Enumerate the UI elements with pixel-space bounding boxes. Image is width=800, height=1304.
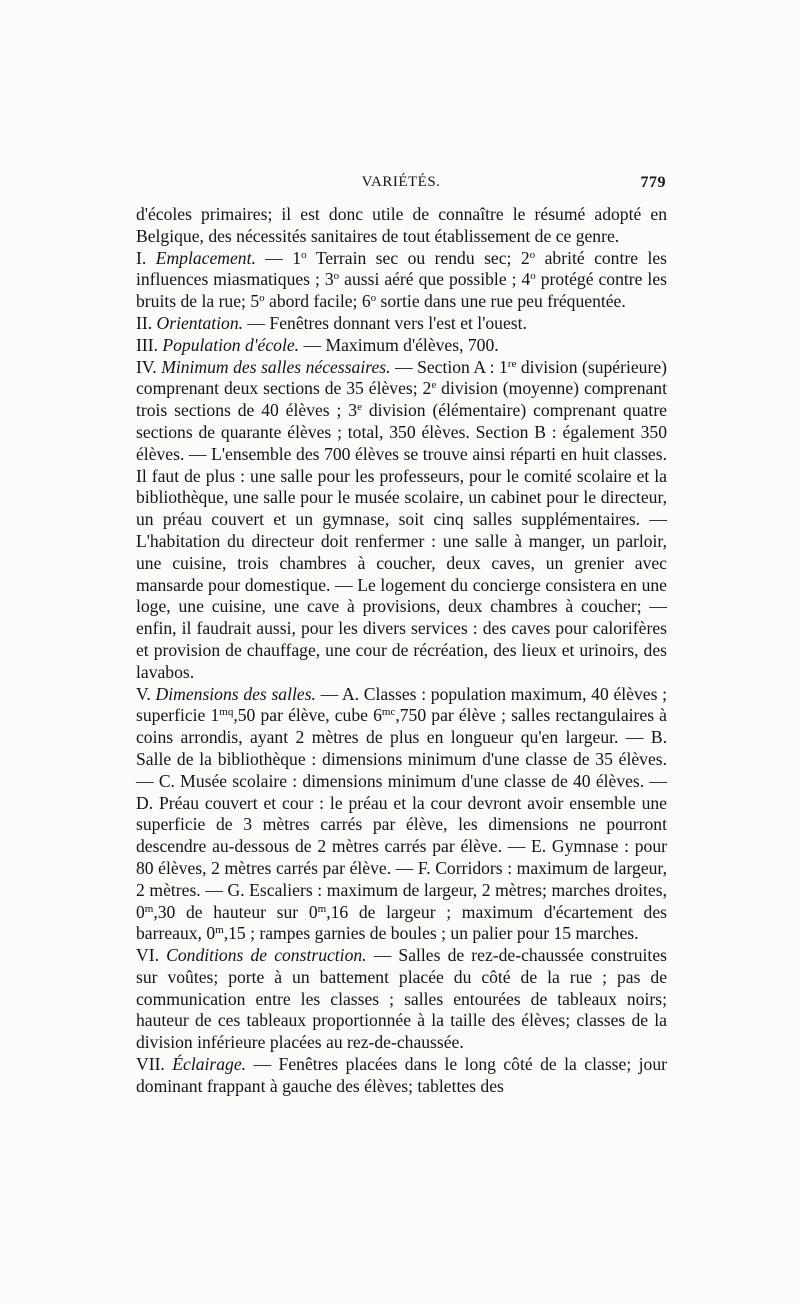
section-text: division (supérieure) comprenant deux sections de 35 élèves; 2 <box>136 356 667 399</box>
section-text: abord facile; 6 <box>264 291 371 312</box>
section-heading: Population d'école. <box>162 334 300 355</box>
section-text: ,15 ; rampes garnies de boules ; un palier pour 15 marches. <box>223 923 639 944</box>
section-number: V. <box>136 683 151 704</box>
section-text: division (élémentaire) comprenant quatre sections de quarante élèves ; total, 350 élèves. Section B : également 350 élèves. — L'ensemble des 700 élèves se trouve ainsi réparti en huit classes. Il faut de plus : une salle pour les professeurs, pour le comité scolaire et la bibliothèque, une salle pour le musée scolaire, un cabinet pour le directeur, un préau couvert et un gymnase, soit cinq salles supplémentaires. — L'habitation du directeur doit renfermer : une salle à manger, un parloir, une cuisine, trois chambres à coucher, deux caves, un grenier avec mansarde pour domestique. — Le logement du concierge consistera en une loge, une cuisine, une cave à provisions, deux chambres à coucher; — enfin, il faudrait aussi, pour les divers services : des caves pour calorifères et provision de chauffage, une cour de récréation, des lieux et urinoirs, des lavabos. <box>136 400 667 682</box>
running-title: VARIÉTÉS. <box>361 174 441 190</box>
unit-mark: mc <box>381 706 396 719</box>
section-text: — Section A : 1 <box>390 356 508 377</box>
section-text: ,750 par élève ; salles rectangulaires à coins arrondis, ayant 2 mètres de plus en longueur qu'en largeur. — B. Salle de la bibliothèque : dimensions minimum d'une classe de 35 élèves. — C. Musée scolaire : dimensions minimum d'une classe de 40 élèves. — D. Préau couvert et cour : le préau et la cour devront avoir ensemble une superficie de 3 mètres carrés par élève, les dimensions ne pourront descendre au-dessous de 2 mètres carrés par élève. — E. Gymnase : pour 80 élèves, 2 mètres carrés par élève. — F. Corridors : maximum de largeur, 2 mètres. — G. Escaliers : maximum de largeur, 2 mètres; marches droites, 0 <box>136 705 667 922</box>
section-text: protégé contre les bruits de la rue; 5 <box>136 269 667 312</box>
unit-mark: m <box>144 902 154 915</box>
section-text: — Salles de rez-de-chaussée construites sur voûtes; porte à un battement placée du côté de la rue ; pas de communication entre les classes ; salles entourées de tableaux noirs; hauteur de ces tableaux proportionnée à la taille des élèves; classes de la division inférieure placées au rez-de-chaussée. <box>136 945 667 1053</box>
section-text: — Maximum d'élèves, 700. <box>299 334 499 355</box>
intro-paragraph: d'écoles primaires; il est donc utile de connaître le résumé adopté en Belgique, des nécessités sanitaires de tout établissement de ce genre. <box>136 204 667 246</box>
section-number: III. <box>136 334 158 355</box>
section-text: — A. Classes : population maximum, 40 élèves ; superficie 1 <box>136 683 667 726</box>
ordinal-mark: e <box>357 401 362 414</box>
ordinal-mark: re <box>507 357 517 370</box>
section-text: sortie dans une rue peu fréquentée. <box>376 291 626 312</box>
section-text: ,50 par élève, cube 6 <box>233 705 382 726</box>
section-heading: Orientation. <box>156 312 244 333</box>
section-orientation <box>136 313 667 335</box>
section-eclairage <box>136 1054 667 1098</box>
section-heading: Minimum des salles nécessaires. <box>161 356 391 377</box>
section-number: VI. <box>136 945 159 966</box>
section-heading: Conditions de construction. <box>166 945 367 966</box>
ordinal-mark: o <box>530 270 536 283</box>
ordinal-mark: o <box>529 248 536 261</box>
section-heading: Dimensions des salles. <box>155 683 316 704</box>
section-text: — Fenêtres donnant vers l'est et l'ouest. <box>243 312 527 333</box>
ordinal-mark: o <box>301 248 307 261</box>
section-number: II. <box>136 312 153 333</box>
unit-mark: m <box>317 902 327 915</box>
section-population <box>136 335 667 357</box>
section-number: I. <box>136 247 147 268</box>
ordinal-mark: e <box>431 379 437 392</box>
page-number: 779 <box>640 174 666 191</box>
section-dimensions <box>136 684 667 946</box>
ordinal-mark: o <box>259 292 265 305</box>
section-emplacement <box>136 248 667 313</box>
section-text: division (moyenne) comprenant trois sections de 40 élèves ; 3 <box>136 378 667 421</box>
section-number: IV. <box>136 356 157 377</box>
unit-mark: mq <box>219 706 234 719</box>
section-text: — 1 <box>255 247 302 268</box>
body-text <box>136 204 667 1098</box>
section-text: ,30 de hauteur sur 0 <box>153 901 318 922</box>
ordinal-mark: o <box>370 292 377 305</box>
section-number: VII. <box>136 1054 165 1075</box>
section-text: abrité contre les influences miasmatiques ; 3 <box>136 247 668 290</box>
section-text: Terrain sec ou rendu sec; 2 <box>306 247 530 268</box>
section-heading: Éclairage. <box>172 1054 247 1075</box>
section-text: aussi aéré que possible ; 4 <box>339 269 531 290</box>
section-text: — Fenêtres placées dans le long côté de la classe; jour dominant frappant à gauche des élèves; tablettes des <box>136 1054 667 1096</box>
unit-mark: m <box>215 924 224 937</box>
section-minimum-salles <box>136 357 667 684</box>
section-heading: Emplacement. <box>155 247 256 268</box>
running-head <box>136 174 666 196</box>
section-text: ,16 de largeur ; maximum d'écartement des barreaux, 0 <box>136 901 667 944</box>
ordinal-mark: o <box>333 270 340 283</box>
section-construction <box>136 945 667 1054</box>
